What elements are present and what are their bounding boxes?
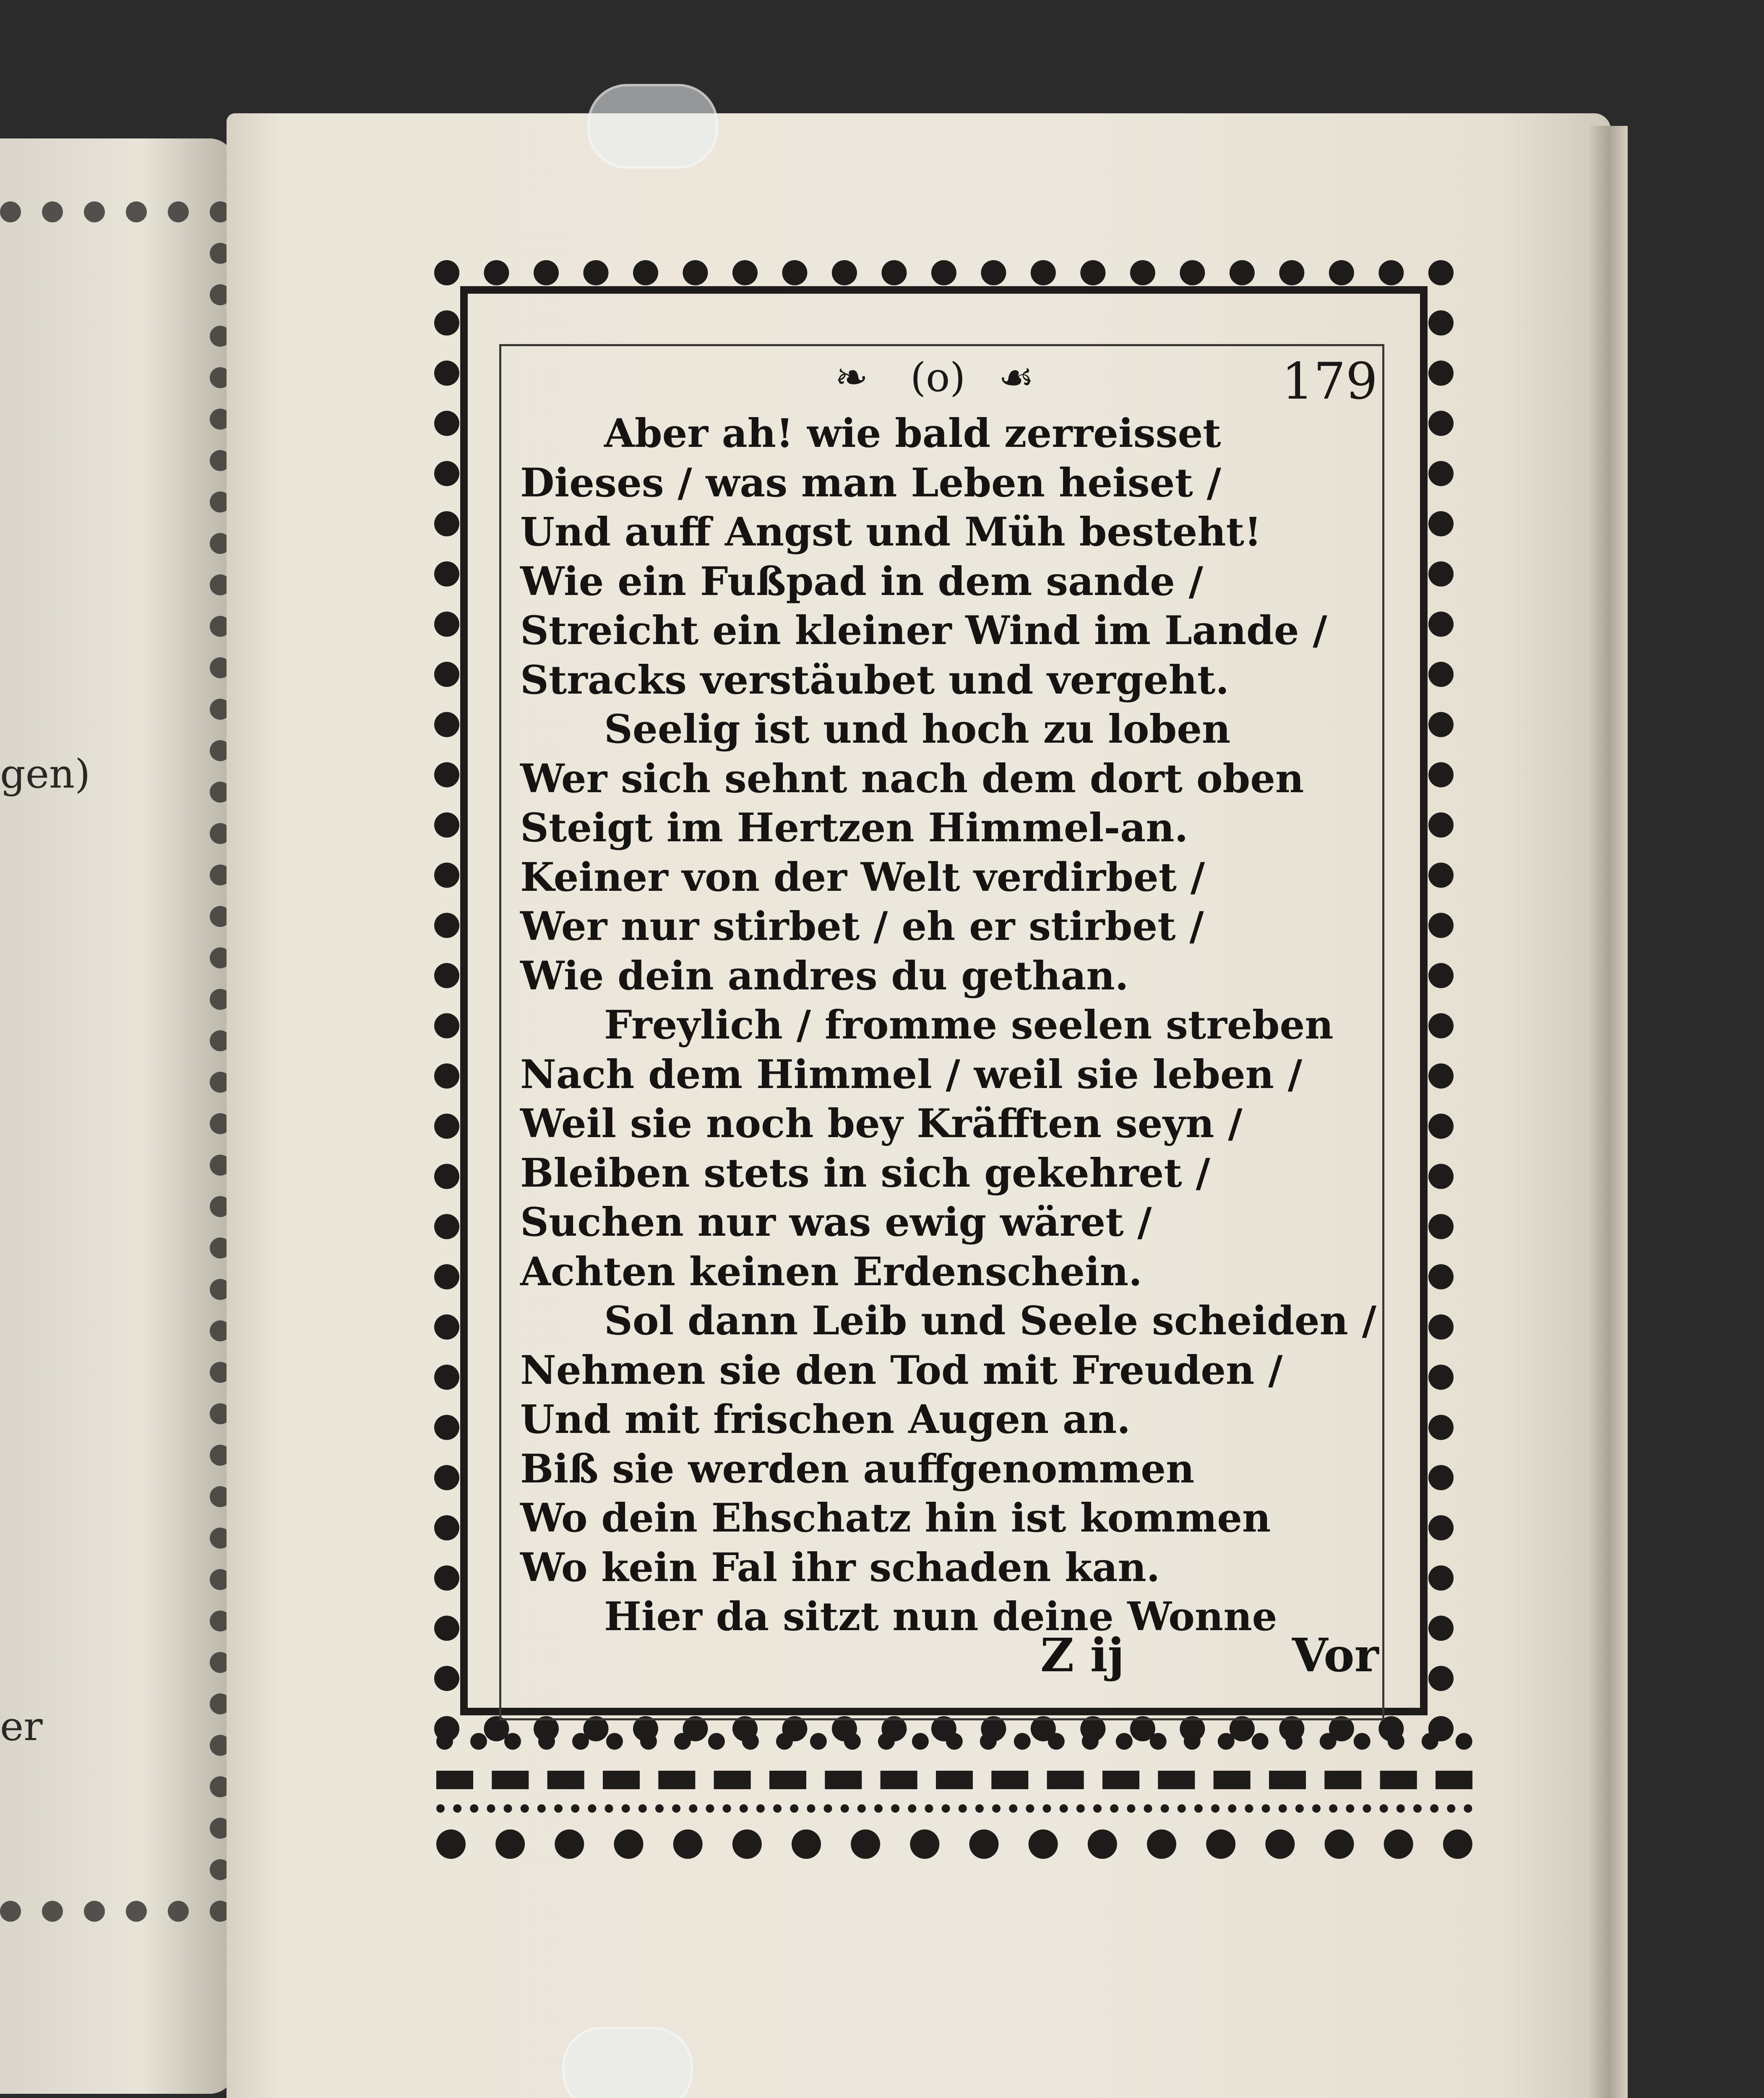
bottom-ornament-band bbox=[436, 1733, 1472, 1771]
bottom-ornament-band bbox=[436, 1771, 1472, 1796]
poem-line: Wer sich sehnt nach dem dort oben bbox=[520, 755, 1304, 802]
poem-line: Stracks verstäubet und vergeht. bbox=[520, 657, 1230, 703]
header-mark: (o) bbox=[910, 355, 966, 401]
poem-line: Seelig ist und hoch zu loben bbox=[604, 706, 1231, 752]
poem-line: Und auff Angst und Müh besteht! bbox=[520, 509, 1262, 555]
left-page-fragment: er bbox=[0, 1704, 43, 1750]
poem-line: Achten keinen Erdenschein. bbox=[520, 1248, 1142, 1295]
poem-line: Suchen nur was ewig wäret / bbox=[520, 1199, 1152, 1245]
page-clip-bottom bbox=[562, 2027, 693, 2098]
page-clip-top bbox=[587, 84, 718, 169]
poem-line: Nach dem Himmel / weil sie leben / bbox=[520, 1051, 1303, 1098]
poem-line: Weil sie noch bey Kräfften seyn / bbox=[520, 1101, 1243, 1147]
catchword: Vor bbox=[1292, 1628, 1379, 1682]
poem-line: Nehmen sie den Tod mit Freuden / bbox=[520, 1347, 1283, 1393]
signature-mark: Z ij bbox=[1040, 1628, 1125, 1682]
bottom-ornament-acorns bbox=[436, 1829, 1472, 1863]
header-ornament-left: ❧ bbox=[835, 355, 868, 401]
poem-line: Bleiben stets in sich gekehret / bbox=[520, 1150, 1210, 1196]
poem-line: Wie ein Fußpad in dem sande / bbox=[520, 558, 1203, 605]
left-page-border bbox=[0, 201, 231, 1922]
poem-line: Keiner von der Welt verdirbet / bbox=[520, 854, 1205, 900]
poem-line: Dieses / was man Leben heiset / bbox=[520, 459, 1221, 506]
poem-line: Hier da sitzt nun deine Wonne bbox=[604, 1594, 1277, 1640]
poem-line: Wo kein Fal ihr schaden kan. bbox=[520, 1544, 1160, 1591]
bottom-ornament-band bbox=[436, 1804, 1472, 1821]
poem-line: Wie dein andres du gethan. bbox=[520, 952, 1129, 999]
poem-line: Freylich / fromme seelen streben bbox=[604, 1002, 1334, 1048]
left-page-fragment: gen) bbox=[0, 751, 91, 797]
page-number: 179 bbox=[1282, 352, 1378, 411]
poem-line: Aber ah! wie bald zerreisset bbox=[604, 410, 1221, 457]
poem-line: Streicht ein kleiner Wind im Lande / bbox=[520, 608, 1327, 654]
poem-line: Wer nur stirbet / eh er stirbet / bbox=[520, 903, 1204, 950]
poem-line: Wo dein Ehschatz hin ist kommen bbox=[520, 1495, 1271, 1541]
poem-line: Biß sie werden auffgenommen bbox=[520, 1446, 1195, 1492]
poem-line: Steigt im Hertzen Himmel-an. bbox=[520, 805, 1188, 851]
header-ornament-right: ☙ bbox=[998, 355, 1034, 401]
page-edge bbox=[1590, 126, 1628, 2098]
poem-line: Sol dann Leib und Seele scheiden / bbox=[604, 1298, 1376, 1344]
poem-text bbox=[520, 409, 1380, 1642]
poem-line: Und mit frischen Augen an. bbox=[520, 1396, 1131, 1443]
